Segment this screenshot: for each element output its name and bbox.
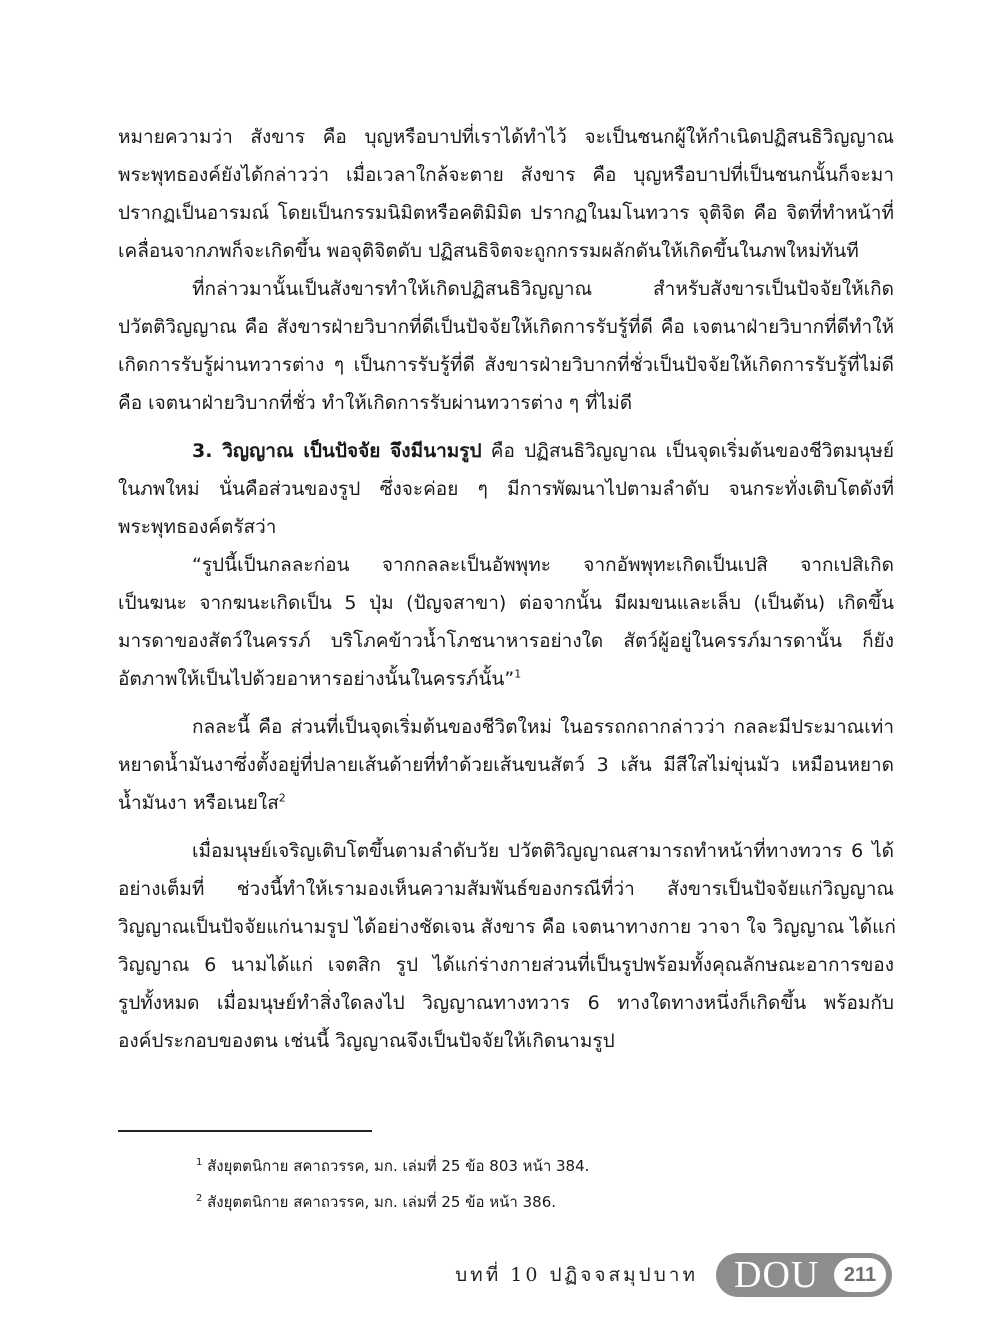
paragraph-4 <box>118 708 894 822</box>
chapter-title: บทที่ 10 ปฏิจจสมุปบาท <box>455 1264 698 1286</box>
text-line: อย่างเต็มที่ ช่วงนี้ทำให้เรามองเห็นความสัมพันธ์ของกรณีที่ว่า สังขารเป็นปัจจัยแก่วิญญาณ <box>118 878 894 900</box>
text-line: เคลื่อนจากภพก็จะเกิดขึ้น พอจุติจิตดับ ปฏิสนธิจิตจะถูกกรรมผลักดันให้เกิดขึ้นในภพใหม่ทันที <box>118 240 859 262</box>
text-line: หมายความว่า สังขาร คือ บุญหรือบาปที่เราได้ทำไว้ จะเป็นชนกผู้ให้กำเนิดปฏิสนธิวิญญาณ <box>118 126 894 148</box>
dou-logo-text: DOU <box>734 1254 820 1296</box>
footnote-text: สังยุตตนิกาย สคาถวรรค, มก. เล่มที่ 25 ข้อ หน้า 386. <box>207 1193 557 1211</box>
text-line: หยาดน้ำมันงาซึ่งตั้งอยู่ที่ปลายเส้นด้ายที่ทำด้วยเส้นขนสัตว์ 3 เส้น มีสีใสไม่ขุ่นมัว เหมือนหยาด <box>118 754 894 776</box>
text-line: วิญญาณเป็นปัจจัยแก่นามรูป ได้อย่างชัดเจน สังขาร คือ เจตนาทางกาย วาจา ใจ วิญญาณ ได้แก่ <box>118 916 896 938</box>
text-line <box>118 784 894 822</box>
footnote-number: 1 <box>196 1157 203 1168</box>
text-line: เกิดการรับรู้ผ่านทวารต่าง ๆ เป็นการรับรู้ที่ดี สังขารฝ่ายวิบากที่ชั่วเป็นปัจจัยให้เกิดการรับรู้ที่ไม่ดี <box>118 354 894 376</box>
footnote-ref: 2 <box>278 791 286 805</box>
footnote-text: สังยุตตนิกาย สคาถวรรค, มก. เล่มที่ 25 ข้อ 803 หน้า 384. <box>207 1157 590 1175</box>
text-line: รูปทั้งหมด เมื่อมนุษย์ทำสิ่งใดลงไป วิญญาณทางทวาร 6 ทางใดทางหนึ่งก็เกิดขึ้น พร้อมกับ <box>118 992 894 1014</box>
text-line <box>118 432 894 470</box>
page-footer <box>0 1250 1000 1306</box>
paragraph-5 <box>118 832 894 1060</box>
dou-logo-badge <box>716 1253 892 1297</box>
footnote-ref: 1 <box>514 667 522 681</box>
text-line: เมื่อมนุษย์เจริญเติบโตขึ้นตามลำดับวัย ปวัตติวิญญาณสามารถทำหน้าที่ทางทวาร 6 ได้ <box>192 840 894 862</box>
body-text <box>118 118 894 1060</box>
text-line: พระพุทธองค์ตรัสว่า <box>118 516 277 538</box>
footnote-divider <box>118 1130 372 1132</box>
footnote-2 <box>196 1192 896 1212</box>
text-line: ในภพใหม่ นั่นคือส่วนของรูป ซึ่งจะค่อย ๆ มีการพัฒนาไปตามลำดับ จนกระทั่งเติบโตดังที่ <box>118 478 894 500</box>
text-line: มารดาของสัตว์ในครรภ์ บริโภคข้าวน้ำโภชนาหารอย่างใด สัตว์ผู้อยู่ในครรภ์มารดานั้น ก็ยัง <box>118 630 894 652</box>
text-line: พระพุทธองค์ยังได้กล่าวว่า เมื่อเวลาใกล้จะตาย สังขาร คือ บุญหรือบาปที่เป็นชนกนั้นก็จะมา <box>118 164 894 186</box>
text-span: อัตภาพให้เป็นไปด้วยอาหารอย่างนั้นในครรภ์นั้น” <box>118 668 515 690</box>
text-line: คือ เจตนาฝ่ายวิบากที่ชั่ว ทำให้เกิดการรับผ่านทวารต่าง ๆ ที่ไม่ดี <box>118 392 633 414</box>
paragraph-3 <box>118 432 894 546</box>
footnote-1 <box>196 1156 896 1176</box>
text-line: วิญญาณ 6 นามได้แก่ เจตสิก รูป ได้แก่ร่างกายส่วนที่เป็นรูปพร้อมทั้งคุณลักษณะอาการของ <box>118 954 894 976</box>
paragraph-2 <box>118 270 894 422</box>
quote-block <box>118 546 894 698</box>
text-line: เป็นฆนะ จากฆนะเกิดเป็น 5 ปุ่ม (ปัญจสาขา) ต่อจากนั้น มีผมขนและเล็บ (เป็นต้น) เกิดขึ้น <box>118 592 894 614</box>
text-span: น้ำมันงา หรือเนยใส <box>118 792 279 814</box>
text-line: ที่กล่าวมานั้นเป็นสังขารทำให้เกิดปฏิสนธิวิญญาณ สำหรับสังขารเป็นปัจจัยให้เกิด <box>192 278 894 300</box>
paragraph-1 <box>118 118 894 270</box>
page-number: 211 <box>834 1258 886 1292</box>
text-line: กลละนี้ คือ ส่วนที่เป็นจุดเริ่มต้นของชีวิตใหม่ ในอรรถกถากล่าวว่า กลละมีประมาณเท่า <box>192 716 894 738</box>
text-line: ปวัตติวิญญาณ คือ สังขารฝ่ายวิบากที่ดีเป็นปัจจัยให้เกิดการรับรู้ที่ดี คือ เจตนาฝ่ายวิบากที่ดีทำให้ <box>118 316 894 338</box>
text-span: คือ ปฏิสนธิวิญญาณ เป็นจุดเริ่มต้นของชีวิตมนุษย์ <box>481 440 894 462</box>
text-line: ปรากฏเป็นอารมณ์ โดยเป็นกรรมนิมิตหรือคติมิมิต ปรากฏในมโนทวาร จุติจิต คือ จิตที่ทำหน้าที่ <box>118 202 894 224</box>
text-line <box>118 660 894 698</box>
text-line: องค์ประกอบของตน เช่นนี้ วิญญาณจึงเป็นปัจจัยให้เกิดนามรูป <box>118 1030 615 1052</box>
footnotes <box>196 1156 896 1228</box>
section-heading: 3. วิญญาณ เป็นปัจจัย จึงมีนามรูป <box>192 440 482 462</box>
text-line: “รูปนี้เป็นกลละก่อน จากกลละเป็นอัพพุทะ จากอัพพุทะเกิดเป็นเปสิ จากเปสิเกิด <box>192 554 894 576</box>
footnote-number: 2 <box>196 1193 203 1204</box>
